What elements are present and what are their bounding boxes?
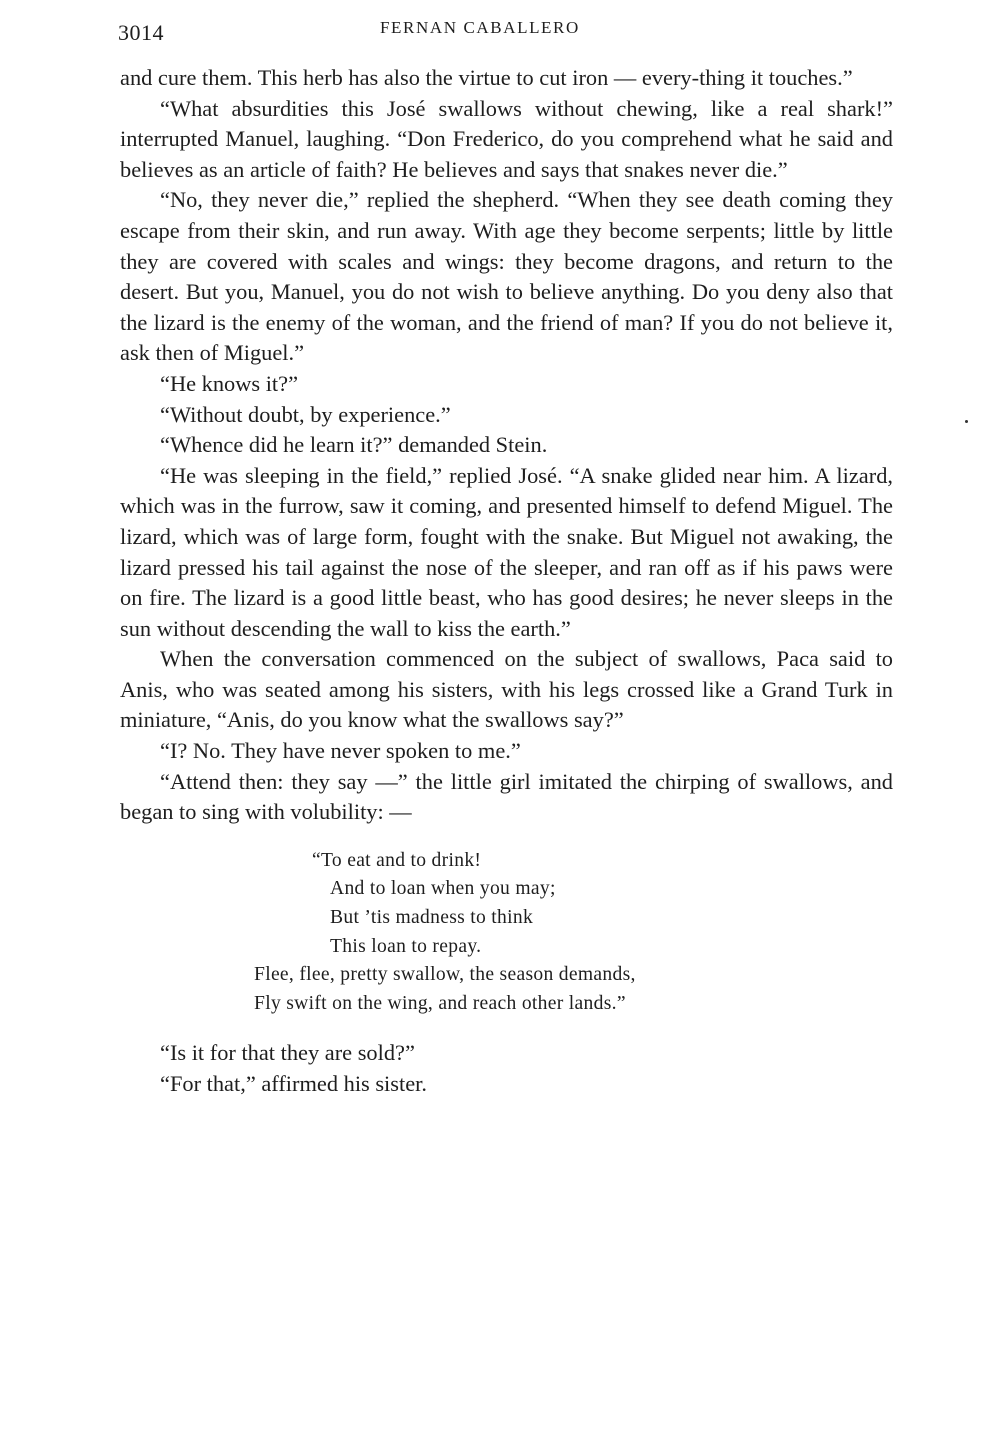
verse-line: “To eat and to drink!	[312, 849, 482, 871]
stray-ink-mark	[965, 420, 968, 423]
paragraph: “For that,” affirmed his sister.	[160, 1071, 427, 1096]
paragraph: “He was sleeping in the field,” replied José. “A snake glided near him. A lizard, which was in the furrow, saw it coming, and presented himself to defend Miguel. The lizard, which was of large form, fought with the snake. But Miguel not awaking, the lizard pressed his tail against the nose of the sleeper, and ran off as if his paws were on fire. The lizard is a good little beast, who has good desires; he never sleeps in the sun without descending the wall to kiss the earth.”	[120, 462, 893, 641]
paragraph: “No, they never die,” replied the shepherd. “When they see death coming they escape from their skin, and run away. With age they become serpents; little by little they are covered with scales and wings: they become dragons, and return to the desert. But you, Manuel, you do not wish to believe anything. Do you deny also that the lizard is the enemy of the woman, and the friend of man? If you do not believe it, ask then of Miguel.”	[120, 187, 893, 366]
paragraph: “Is it for that they are sold?”	[160, 1040, 415, 1066]
body-text	[120, 63, 893, 1100]
paragraph: When the conversation commenced on the subject of swallows, Paca said to Anis, who was seated among his sisters, with his legs crossed like a Grand Turk in miniature, “Anis, do you know what the swallows say?”	[120, 646, 893, 733]
running-head: FERNAN CABALLERO	[380, 18, 580, 37]
verse-line: Fly swift on the wing, and reach other lands.”	[254, 992, 626, 1014]
verse-line: This loan to repay.	[330, 935, 482, 957]
paragraph: “Without doubt, by experience.”	[160, 401, 451, 427]
swallow-song-verse	[120, 847, 893, 1019]
paragraph: “Whence did he learn it?” demanded Stein.	[160, 432, 548, 458]
paragraph: “What absurdities this José swallows without chewing, like a real shark!” interrupted Manuel, laughing. “Don Frederico, do you comprehend what he said and believes as an article of faith? He believes and says that snakes never die.”	[120, 95, 893, 182]
paragraph: “He knows it?”	[160, 370, 299, 396]
paragraph: “I? No. They have never spoken to me.”	[160, 738, 521, 764]
verse-line: Flee, flee, pretty swallow, the season demands,	[254, 964, 636, 986]
paragraph: and cure them. This herb has also the virtue to cut iron — every-thing it touches.”	[120, 65, 853, 90]
verse-line: But ’tis madness to think	[330, 907, 534, 929]
paragraph: “Attend then: they say —” the little girl imitated the chirping of swallows, and began to sing with volubility: —	[120, 768, 893, 825]
page-number: 3014	[118, 20, 164, 45]
verse-line: And to loan when you may;	[330, 878, 556, 900]
